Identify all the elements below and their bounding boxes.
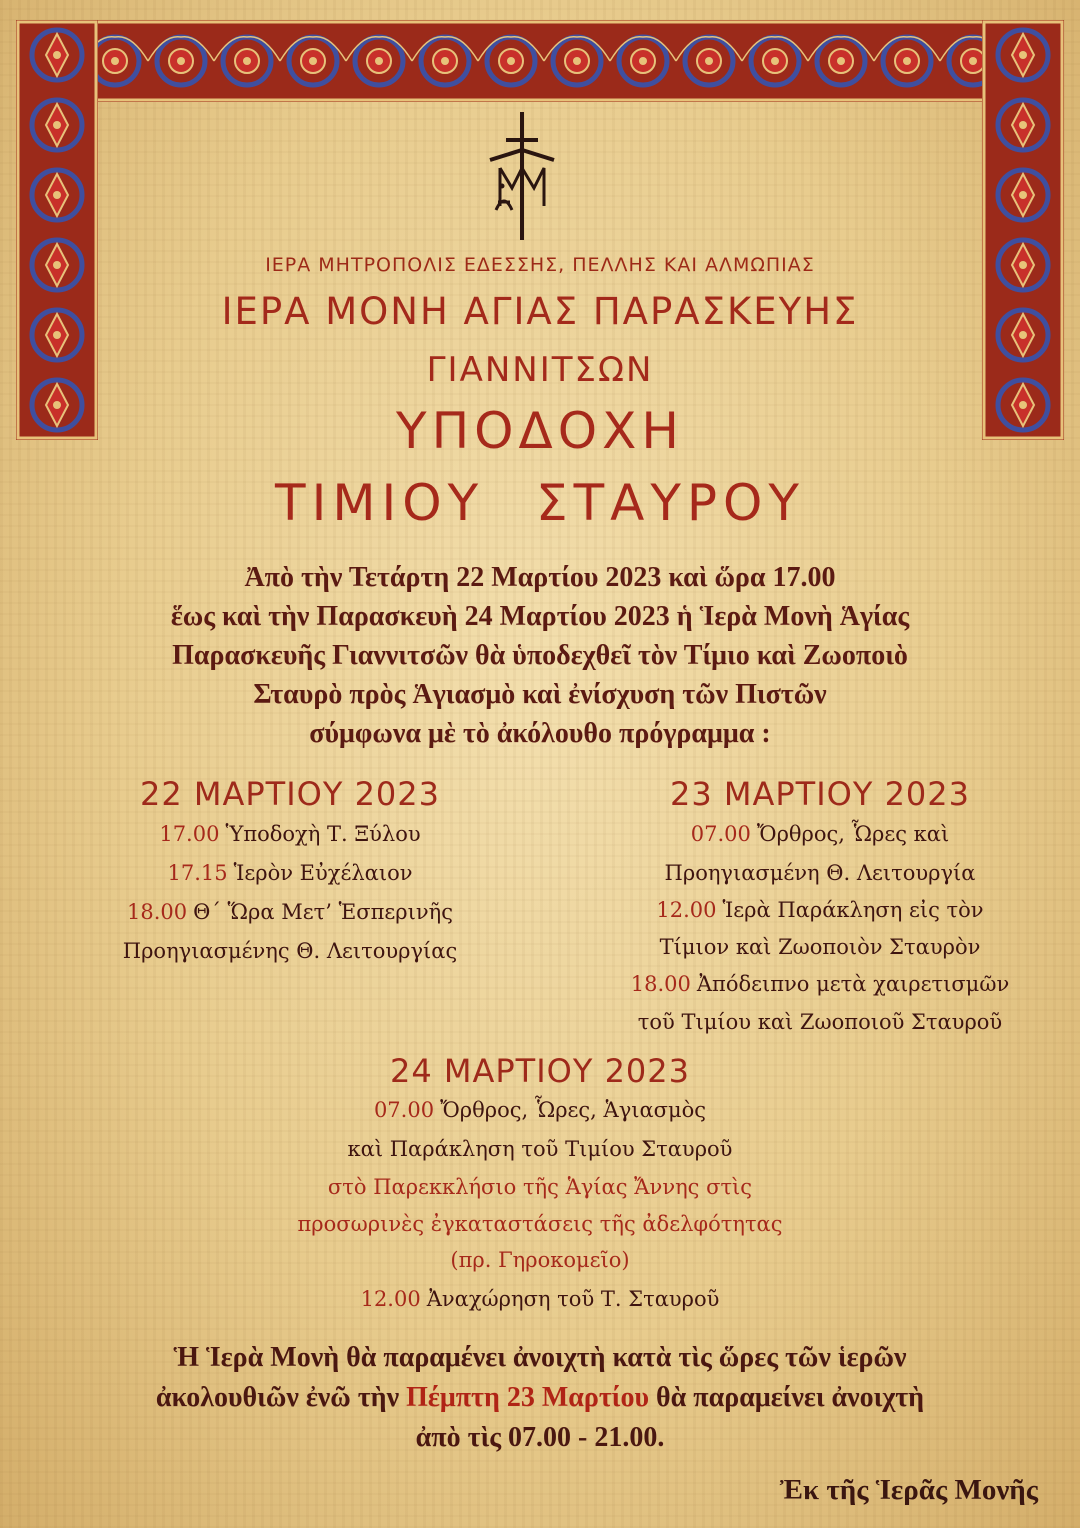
schedule-time: 07.00: [373, 1098, 435, 1122]
schedule-text: Ἀναχώρηση τοῦ Τ. Σταυροῦ: [426, 1287, 720, 1311]
schedule-text: Ἱερὸν Εὐχέλαιον: [233, 861, 413, 885]
schedule-text: Ὄρθρος, Ὧρες καὶ: [756, 822, 950, 846]
schedule-item: [190, 1248, 890, 1272]
schedule-item: [190, 1287, 890, 1311]
intro-line: Ἀπὸ τὴν Τετάρτη 22 Μαρτίου 2023 καὶ ὥρα 17.00: [244, 562, 836, 593]
closing-text: ἀκολουθιῶν ἐνῶ τὴν: [155, 1382, 407, 1413]
event-title-line2: ΤΙΜΙΟΥ ΣΤΑΥΡΟΥ: [275, 474, 805, 532]
schedule-text: Ἀπόδειπνο μετὰ χαιρετισμῶν: [696, 972, 1010, 996]
schedule-text: Προηγιασμένη Θ. Λειτουργία: [664, 861, 976, 885]
schedule-text: προσωρινὲς ἐγκαταστάσεις τῆς ἀδελφότητας: [297, 1212, 783, 1236]
intro-line: σύμφωνα μὲ τὸ ἀκόλουθο πρόγραμμα :: [309, 718, 771, 749]
schedule-text: Τίμιον καὶ Ζωοποιὸν Σταυρὸν: [659, 935, 981, 959]
monastery-monogram-cross-icon: [482, 110, 562, 242]
schedule-time: 18.00: [630, 972, 691, 996]
schedule-item: [570, 1010, 1070, 1034]
schedule-item: [580, 935, 1060, 959]
schedule-item: [570, 972, 1070, 996]
metropolis-heading: ΙΕΡΑ ΜΗΤΡΟΠΟΛΙΣ ΕΔΕΣΣΗΣ, ΠΕΛΛΗΣ ΚΑΙ ΑΛΜΩΠΙΑΣ: [265, 254, 815, 276]
schedule-time: 17.00: [159, 822, 220, 846]
schedule-text: τοῦ Τιμίου καὶ Ζωοποιοῦ Σταυροῦ: [637, 1010, 1003, 1034]
day1-title: 22 ΜΑΡΤΙΟΥ 2023: [139, 775, 440, 813]
schedule-time: 12.00: [360, 1287, 421, 1311]
day3-title: 24 ΜΑΡΤΙΟΥ 2023: [389, 1052, 690, 1090]
schedule-item: [190, 1137, 890, 1161]
schedule-time: 17.15: [167, 861, 228, 885]
schedule-item: [140, 1175, 940, 1199]
schedule-time: 18.00: [127, 900, 188, 924]
schedule-item: [190, 1098, 890, 1122]
schedule-time: 12.00: [656, 898, 717, 922]
monastery-name-line2: ΓΙΑΝΝΙΤΣΩΝ: [426, 350, 654, 390]
schedule-item: [580, 898, 1060, 922]
schedule-text: Ὄρθρος, Ὧρες, Ἁγιασμὸς: [440, 1098, 707, 1122]
closing-line: Ἡ Ἱερὰ Μονὴ θὰ παραμένει ἀνοιχτὴ κατὰ τὶς ὥρες τῶν ἱερῶν: [173, 1342, 907, 1373]
schedule-item: [60, 861, 520, 885]
schedule-item: [580, 822, 1060, 846]
closing-line: ἀπὸ τὶς 07.00 - 21.00.: [415, 1422, 665, 1453]
schedule-item: [580, 861, 1060, 885]
schedule-text: καὶ Παράκληση τοῦ Τιμίου Σταυροῦ: [347, 1137, 733, 1161]
intro-line: ἕως καὶ τὴν Παρασκευὴ 24 Μαρτίου 2023 ἡ Ἱερὰ Μονὴ Ἁγίας: [170, 601, 910, 632]
monastery-name-line1: ΙΕΡΑ ΜΟΝΗ ΑΓΙΑΣ ΠΑΡΑΣΚΕΥΗΣ: [221, 290, 859, 333]
intro-line: Σταυρὸ πρὸς Ἁγιασμὸ καὶ ἐνίσχυση τῶν Πιστῶν: [253, 679, 827, 710]
schedule-item: [60, 900, 520, 924]
closing-line: [0, 1378, 1080, 1418]
schedule-item: [60, 939, 520, 963]
schedule-item: [140, 1212, 940, 1236]
schedule-text: Ἱερὰ Παράκληση εἰς τὸν: [722, 898, 984, 922]
intro-line: Παρασκευῆς Γιαννιτσῶν θὰ ὑποδεχθεῖ τὸν Τίμιο καὶ Ζωοποιὸ: [172, 640, 908, 671]
schedule-text: Προηγιασμένης Θ. Λειτουργίας: [122, 939, 458, 963]
schedule-text: Θ΄ Ὥρα Μετ’ Ἑσπερινῆς: [193, 900, 453, 924]
schedule-text: Ὑποδοχὴ Τ. Ξύλου: [225, 822, 421, 846]
event-title-line1: ΥΠΟΔΟΧΗ: [396, 402, 684, 460]
schedule-text: (πρ. Γηροκομεῖο): [450, 1248, 630, 1272]
day2-title: 23 ΜΑΡΤΙΟΥ 2023: [669, 775, 970, 813]
schedule-time: 07.00: [690, 822, 751, 846]
schedule-item: [60, 822, 520, 846]
closing-highlight: Πέμπτη 23 Μαρτίου: [406, 1382, 650, 1413]
closing-paragraph: [0, 1338, 1080, 1458]
closing-text: θὰ παραμείνει ἀνοιχτὴ: [649, 1382, 925, 1413]
signature: Ἐκ τῆς Ἱερᾶς Μονῆς: [779, 1474, 1038, 1506]
schedule-text: στὸ Παρεκκλήσιο τῆς Ἁγίας Ἄννης στὶς: [327, 1175, 753, 1199]
intro-paragraph: [0, 558, 1080, 753]
ornamental-frame-top: [16, 20, 1064, 102]
